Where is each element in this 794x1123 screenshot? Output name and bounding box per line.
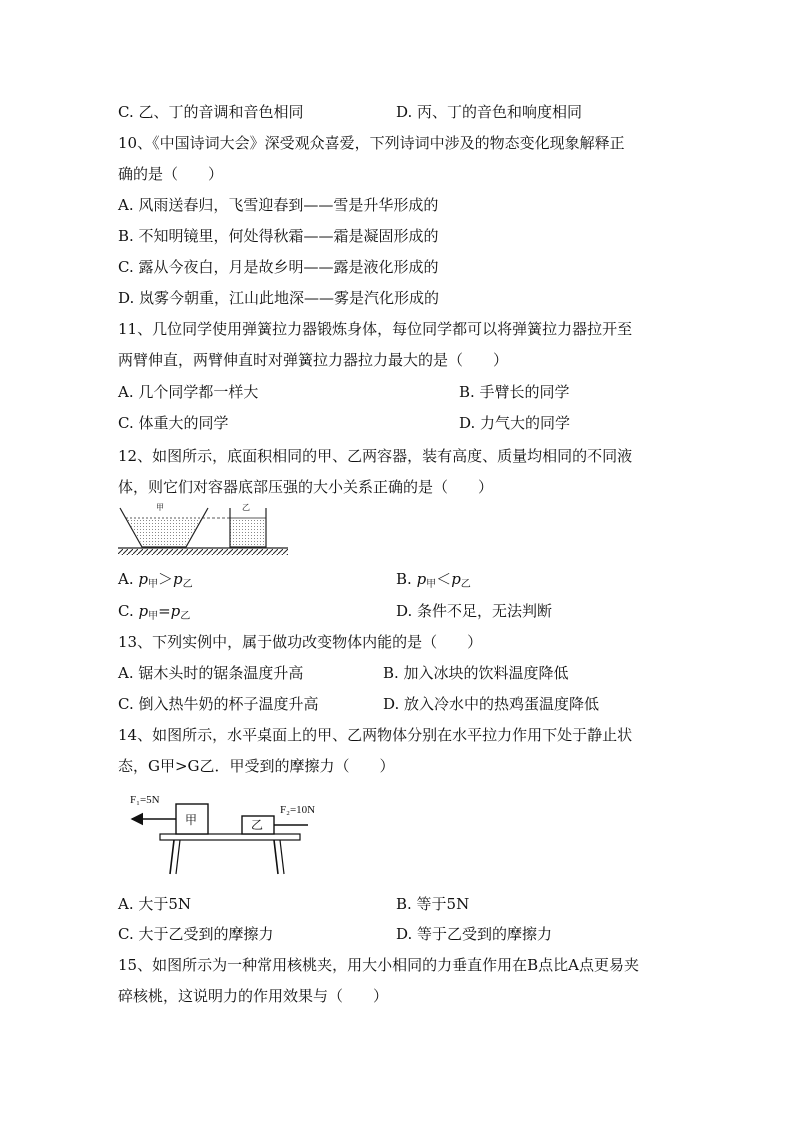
q14-table-figure: [128, 794, 316, 878]
q12-figure-label-jia: 甲: [156, 503, 164, 512]
q9-option-c: C. 乙、丁的音调和音色相同: [118, 103, 304, 121]
q11-option-a: A. 几个同学都一样大: [118, 383, 259, 401]
q10-stem-line2: 确的是（ ）: [118, 165, 224, 183]
q14-block-yi-label: 乙: [251, 818, 264, 832]
q9-option-d: D. 丙、丁的音色和响度相同: [396, 103, 583, 121]
q10-option-d: D. 岚雾今朝重，江山此地深——雾是汽化形成的: [118, 289, 440, 307]
q11-option-d: D. 力气大的同学: [459, 414, 571, 432]
q12-option-c: C. $p_甲=p_乙$: [118, 602, 191, 622]
q13-option-a: A. 锯木头时的锯条温度升高: [118, 664, 304, 682]
q14-option-b: B. 等于5N: [396, 895, 470, 913]
q13-option-b: B. 加入冰块的饮料温度降低: [383, 664, 569, 682]
q14-option-c: C. 大于乙受到的摩擦力: [118, 925, 274, 943]
q14-force-f1-label: F₁=5N: [130, 794, 160, 806]
q10-option-a: A. 风雨送春归，飞雪迎春到——雪是升华形成的: [118, 196, 439, 214]
q13-option-c: C. 倒入热牛奶的杯子温度升高: [118, 695, 319, 713]
q14-stem-line2: 态，G甲>G乙．甲受到的摩擦力（ ）: [118, 757, 395, 775]
q12-stem-line1: 12、如图所示，底面积相同的甲、乙两容器，装有高度、质量均相同的不同液: [118, 447, 633, 465]
q11-stem-line2: 两臂伸直，两臂伸直时对弹簧拉力器拉力最大的是（ ）: [118, 351, 509, 369]
q12-option-a: A. $p_甲>p_乙$: [118, 570, 193, 590]
q14-option-d: D. 等于乙受到的摩擦力: [396, 925, 553, 943]
q15-stem-line1: 15、如图所示为一种常用核桃夹，用大小相同的力垂直作用在B点比A点更易夹: [118, 956, 639, 974]
q10-option-b: B. 不知明镜里，何处得秋霜——霜是凝固形成的: [118, 227, 439, 245]
q10-stem-line1: 10、《中国诗词大会》深受观众喜爱，下列诗词中涉及的物态变化现象解释正: [118, 134, 625, 152]
q14-option-a: A. 大于5N: [118, 895, 192, 913]
q12-stem-line2: 体，则它们对容器底部压强的大小关系正确的是（ ）: [118, 478, 494, 496]
q13-option-d: D. 放入冷水中的热鸡蛋温度降低: [383, 695, 600, 713]
q12-figure-label-yi: 乙: [242, 503, 250, 512]
q11-stem-line1: 11、几位同学使用弹簧拉力器锻炼身体，每位同学都可以将弹簧拉力器拉开至: [118, 320, 633, 338]
q12-option-d: D. 条件不足，无法判断: [396, 602, 553, 620]
q14-force-f2-label: F₂=10N: [280, 804, 316, 816]
q13-stem: 13、下列实例中，属于做功改变物体内能的是（ ）: [118, 633, 483, 651]
q12-containers-figure: [118, 504, 288, 560]
q15-stem-line2: 碎核桃，这说明力的作用效果与（ ）: [118, 987, 389, 1005]
q11-option-c: C. 体重大的同学: [118, 414, 229, 432]
q14-block-jia-label: 甲: [185, 813, 198, 827]
q10-option-c: C. 露从今夜白，月是故乡明——露是液化形成的: [118, 258, 439, 276]
q11-option-b: B. 手臂长的同学: [459, 383, 570, 401]
q14-stem-line1: 14、如图所示，水平桌面上的甲、乙两物体分别在水平拉力作用下处于静止状: [118, 726, 633, 744]
q12-option-b: B. $p_甲<p_乙$: [396, 570, 471, 590]
